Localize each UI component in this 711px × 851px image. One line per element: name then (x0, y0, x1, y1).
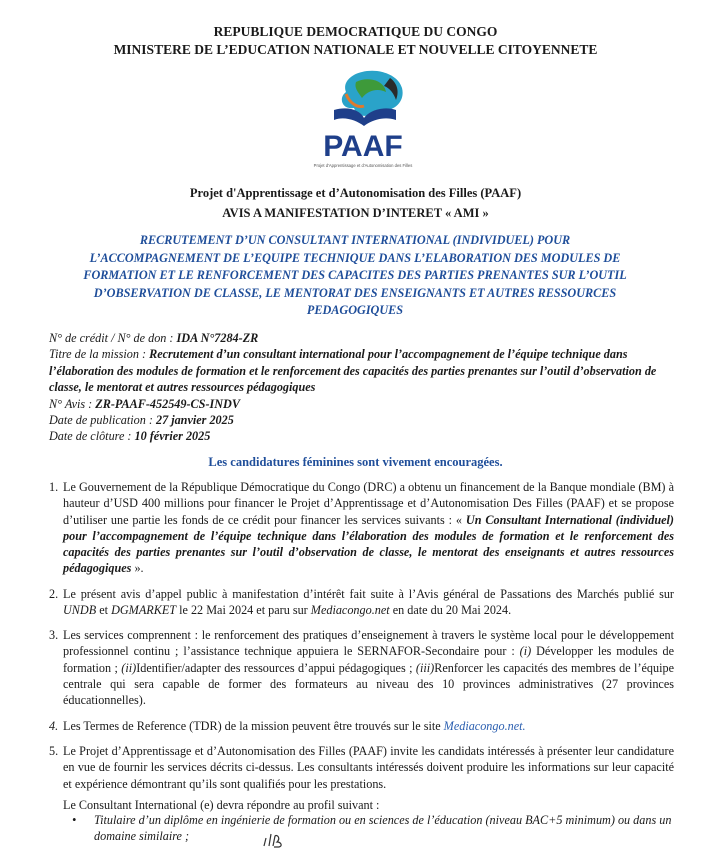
paragraph-text (63, 479, 674, 577)
paragraph-number: 5. (49, 744, 59, 758)
title-line: D’OBSERVATION DE CLASSE, LE MENTORAT DES ENSEIGNANTS ET AUTRES RESSOURCES (93, 285, 617, 300)
mission-value: Recrutement d’un consultant international pour l’accompagnement de l’équipe technique dans l’élaboration des modules de formation et le renforcement des capacités des parties prenantes sur l’outil d’observation de classe, le mentorat et autres ressources pédagogiques (49, 347, 657, 395)
text-run: et (96, 603, 112, 618)
paragraph-number: 1. (49, 480, 59, 494)
publication-value: 27 janvier 2025 (155, 413, 234, 428)
closing-value: 10 février 2025 (134, 429, 211, 444)
publication-label: Date de publication : (49, 413, 156, 428)
title-line: L’ACCOMPAGNEMENT DE L’EQUIPE TECHNIQUE DANS L’ELABORATION DES MODULES DE (89, 250, 621, 265)
credit-line (49, 330, 674, 346)
text-run: Les services comprennent : le renforcement des pratiques d’enseignement à travers le système local pour le développement professionnel continu ; l’assistance technique appuiera le SERNAFOR-Secondaire pour : (63, 628, 674, 659)
ministry-heading: MINISTERE DE L’EDUCATION NATIONALE ET NOUVELLE CITOYENNETE (113, 42, 598, 57)
mission-label: Titre de la mission : (49, 347, 150, 362)
profile-intro: Le Consultant International (e) devra répondre au profil suivant : (63, 797, 380, 812)
mediacongo-link[interactable]: Mediacongo.net. (443, 719, 526, 733)
profile-bullet (72, 812, 672, 845)
handwritten-initials (261, 832, 287, 850)
text-run-italic: UNDB (63, 603, 97, 618)
text-run-italic: (ii) (121, 660, 137, 675)
bullet-text: Titulaire d’un diplôme en ingénierie de formation ou en sciences de l’éducation (niveau BAC+5 minimum) ou dans un domaine similaire ; (94, 813, 672, 844)
bullet-dot: • (72, 813, 77, 827)
logo-tagline: Projet d'Apprentissage et d'Autonomisation des Filles (313, 163, 413, 168)
text-run: Renforcer les capacités des membres de l’équipe centrale qui sera capable de former des formateurs au niveau des 10 provinces administratives (27 provinces éducationnelles). (63, 660, 674, 708)
paragraph-text (63, 743, 674, 792)
country-heading: REPUBLIQUE DEMOCRATIQUE DU CONGO (213, 24, 498, 39)
paragraph-number: 3. (49, 628, 59, 642)
encouragement-note: Les candidatures féminines sont vivement encouragées. (208, 455, 503, 469)
text-run: ». (131, 561, 144, 576)
title-line: FORMATION ET LE RENFORCEMENT DES CAPACITES DES PARTIES PRENANTES SUR L’OUTIL (83, 268, 627, 283)
title-line: RECRUTEMENT D’UN CONSULTANT INTERNATIONAL (INDIVIDUEL) POUR (139, 233, 571, 247)
text-run: Le présent avis d’appel public à manifestation d’intérêt fait suite à l’Avis général de Passations des Marchés publié sur (63, 587, 674, 601)
text-run: Identifier/adapter des ressources d’appui pédagogiques ; (136, 660, 416, 675)
mission-line (49, 346, 674, 395)
credit-label: N° de crédit / N° de don : (49, 331, 177, 345)
paragraph-number: 4. (49, 719, 59, 733)
credit-value: IDA N°7284-ZR (176, 331, 259, 345)
text-run-italic: (iii) (415, 660, 435, 675)
paragraph-3 (49, 627, 674, 708)
text-run-italic: DGMARKET (111, 603, 177, 618)
avis-line (49, 396, 674, 412)
text-run: Développer les modules de formation ; (63, 644, 674, 675)
paragraph-text (63, 718, 674, 734)
text-run: Le Projet d’Apprentissage et d’Autonomisation des Filles (PAAF) invite les candidats intéressés à présenter leur candidature en vue de fournir les services décrits ci-dessus. Les consultants intéressés doivent produire les informations sur leur capacité et expérience démontrant qu’ils sont qualifiés pour les prestations. (63, 744, 674, 791)
text-run: Les Termes de Reference (TDR) de la mission peuvent être trouvés sur le site (63, 719, 444, 733)
text-run-bold-italic: Un Consultant International (individuel) pour l’accompagnement de l’équipe technique dans l’élaboration des modules de formation et le renforcement des capacités des parties prenantes sur l’outil d’observation de classe, le mentorat des enseignants et autres ressources pédagogiques (63, 512, 674, 576)
project-name: Projet d'Apprentissage et d’Autonomisation des Filles (PAAF) (189, 186, 522, 200)
text-run: en date du 20 Mai 2024. (389, 603, 512, 618)
text-run: le 22 Mai 2024 et paru sur (176, 603, 311, 618)
paragraph-text (63, 586, 674, 619)
paragraph-1 (49, 479, 674, 577)
notice-title: AVIS A MANIFESTATION D’INTERET « AMI » (222, 206, 489, 220)
paragraph-2 (49, 586, 674, 619)
paaf-logo (298, 64, 428, 172)
logo-wordmark: PAAF (323, 130, 403, 163)
closing-label: Date de clôture : (49, 429, 135, 444)
paragraph-5 (49, 743, 674, 813)
paragraph-4 (49, 718, 674, 734)
title-line: PEDAGOGIQUES (306, 303, 404, 318)
paragraph-text (63, 627, 674, 708)
closing-line (49, 428, 674, 444)
reference-block (49, 330, 674, 445)
paragraph-number: 2. (49, 587, 59, 601)
avis-label: N° Avis : (49, 396, 96, 411)
avis-value: ZR-PAAF-452549-CS-INDV (95, 396, 240, 411)
publication-line (49, 412, 674, 428)
text-run-italic: Mediacongo.net (310, 603, 390, 618)
recruitment-title (40, 232, 670, 320)
text-run-italic: (i) (519, 644, 532, 659)
text-run: Le Gouvernement de la République Démocratique du Congo (DRC) a obtenu un financement de la Banque mondiale (BM) à hauteur d’USD 400 millions pour financer le Projet d’Apprentissage et d’Autonomisation Des Filles (PAAF) et se propose d’utiliser une partie les fonds de ce crédit pour financer les services suivants : « (63, 480, 674, 527)
